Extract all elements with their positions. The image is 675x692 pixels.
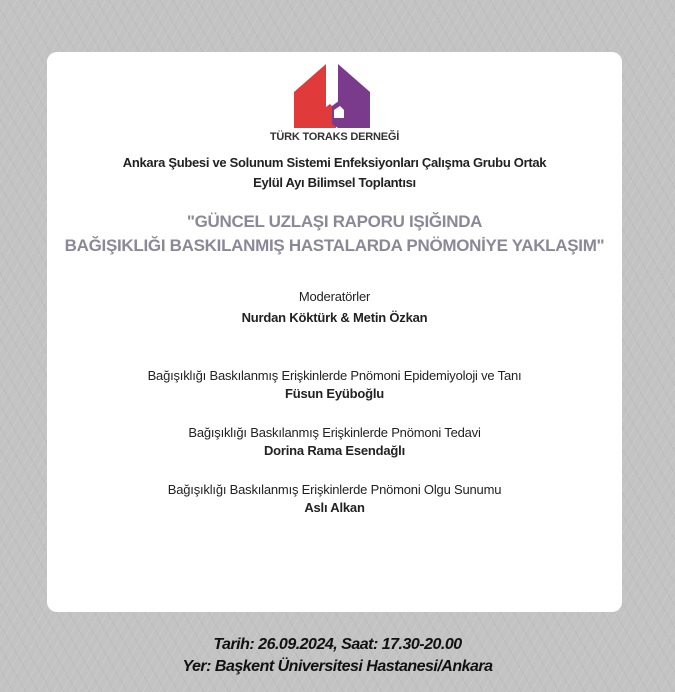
event-date: Tarih: 26.09.2024, Saat: 17.30-20.00: [213, 636, 462, 653]
title-line-2: BAĞIŞIKLIĞI BASKILANMIŞ HASTALARDA PNÖMONİYE YAKLAŞIM": [64, 236, 605, 255]
talk-topic: Bağışıklığı Baskılanmış Erişkinlerde Pnömoni Olgu Sunumu: [167, 482, 502, 497]
event-venue: Yer: Başkent Üniversitesi Hastanesi/Ankara: [182, 658, 493, 675]
talk-speaker: Dorina Rama Esendağlı: [263, 443, 405, 458]
talk-speaker: Aslı Alkan: [304, 500, 365, 515]
subtitle-line-1: Ankara Şubesi ve Solunum Sistemi Enfeksiyonları Çalışma Grubu Ortak: [122, 155, 547, 170]
talk-topic: Bağışıklığı Baskılanmış Erişkinlerde Pnömoni Tedavi: [188, 425, 481, 440]
moderators-names: Nurdan Köktürk & Metin Özkan: [241, 310, 428, 325]
talk-topic: Bağışıklığı Baskılanmış Erişkinlerde Pnömoni Epidemiyoloji ve Tanı: [147, 368, 522, 383]
turk-toraks-logo: [292, 62, 372, 128]
organization-name: TÜRK TORAKS DERNEĞİ: [269, 131, 400, 143]
title-line-1: "GÜNCEL UZLAŞI RAPORU IŞIĞINDA: [186, 212, 483, 231]
moderators-label: Moderatörler: [298, 289, 371, 304]
talk-speaker: Füsun Eyüboğlu: [284, 386, 385, 401]
event-card: [47, 52, 622, 612]
subtitle-line-2: Eylül Ayı Bilimsel Toplantısı: [253, 175, 416, 190]
